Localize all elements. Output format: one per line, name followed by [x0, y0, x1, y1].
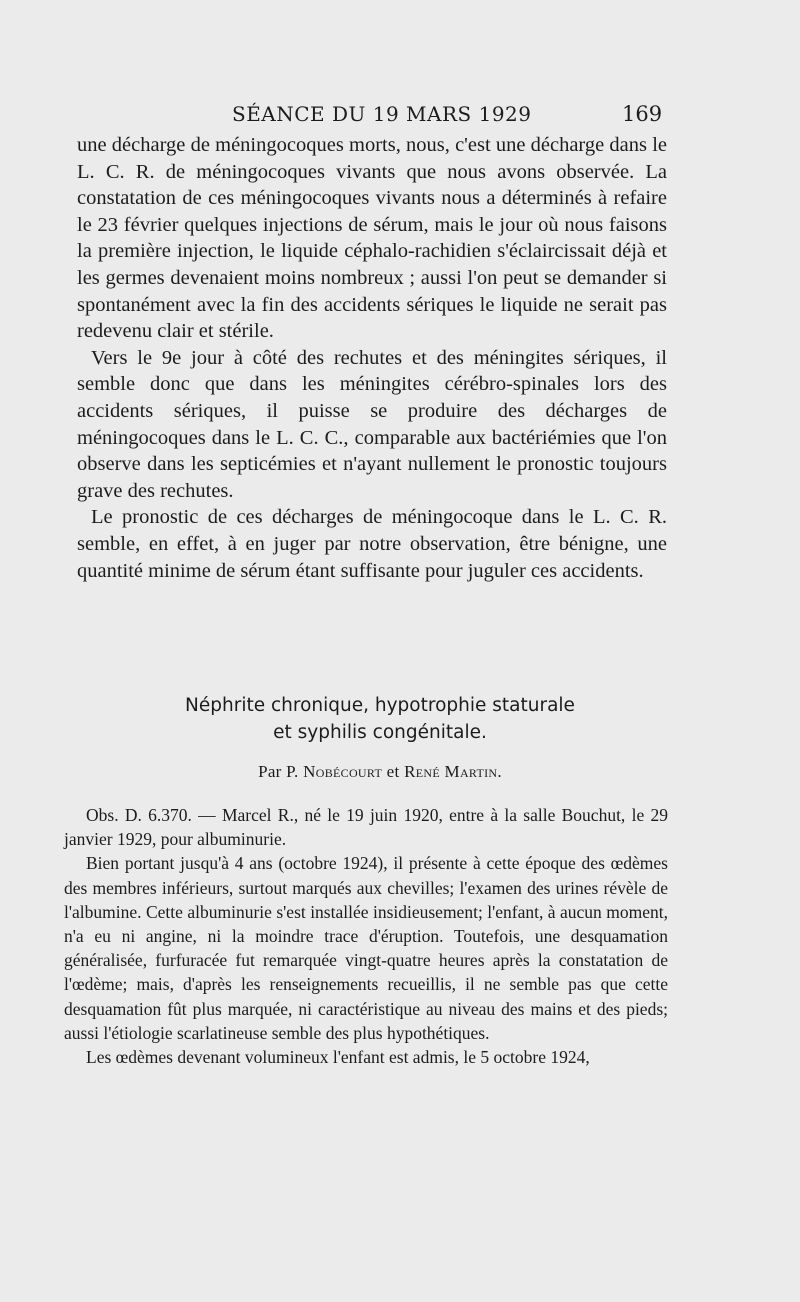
article-title-line-2: et syphilis congénitale.: [273, 722, 487, 743]
author-1: Nobécourt: [303, 762, 383, 781]
author-2: René Martin.: [404, 762, 502, 781]
byline-et: et: [386, 762, 400, 781]
page-number: 169: [622, 102, 663, 126]
header-title: SÉANCE DU 19 MARS 1929: [232, 102, 532, 126]
main-text: [77, 132, 667, 584]
paragraph-3: Le pronostic de ces décharges de méningocoque dans le L. C. R. semble, en effet, à en juger par notre observation, être bénigne, une quantité minime de sérum étant suffisante pour juguler ces accidents.: [77, 506, 667, 582]
running-header: [0, 100, 800, 130]
article-byline: [100, 762, 660, 782]
observation-text: [64, 803, 668, 1069]
paragraph-1: une décharge de méningocoques morts, nous, c'est une décharge dans le L. C. R. de méningocoques vivants que nous avons observée. La constatation de ces méningocoques vivants nous a déterminés à refaire le 23 février quelques injections de sérum, mais le jour où nous faisons la première injection, le liquide céphalo-rachidien s'éclaircissait déjà et les germes devenaient moins nombreux ; aussi l'on peut se demander si spontanément avec la fin des accidents sériques le liquide ne serait pas redevenu clair et stérile.: [77, 134, 667, 343]
byline-par: Par P.: [258, 762, 299, 781]
article-title: [100, 692, 660, 746]
observation-paragraph-1: Obs. D. 6.370. — Marcel R., né le 19 juin 1920, entre à la salle Bouchut, le 29 janvier 1929, pour albuminurie.: [64, 805, 668, 850]
paragraph-2: Vers le 9e jour à côté des rechutes et des méningites sériques, il semble donc que dans les méningites cérébro-spinales lors des accidents sériques, il puisse se produire des décharges de méningocoques dans le L. C. C., comparable aux bactériémies que l'on observe dans les septicémies et n'ayant nullement le pronostic toujours grave des rechutes.: [77, 346, 667, 502]
article-title-line-1: Néphrite chronique, hypotrophie staturale: [185, 695, 575, 716]
observation-paragraph-3: Les œdèmes devenant volumineux l'enfant est admis, le 5 octobre 1924,: [86, 1047, 590, 1068]
observation-paragraph-2: Bien portant jusqu'à 4 ans (octobre 1924), il présente à cette époque des œdèmes des membres inférieurs, surtout marqués aux chevilles; l'examen des urines révèle de l'albumine. Cette albuminurie s'est installée insidieusement; l'enfant, à aucun moment, n'a eu ni angine, ni la moindre trace d'éruption. Toutefois, une desquamation généralisée, furfuracée fut remarquée vingt-quatre heures après la constatation de l'œdème; mais, d'après les renseignements recueillis, il ne semble pas que cette desquamation fût plus marquée, ni caractéristique au niveau des mains et des pieds; aussi l'étiologie scarlatineuse semble des plus hypothétiques.: [64, 853, 668, 1043]
